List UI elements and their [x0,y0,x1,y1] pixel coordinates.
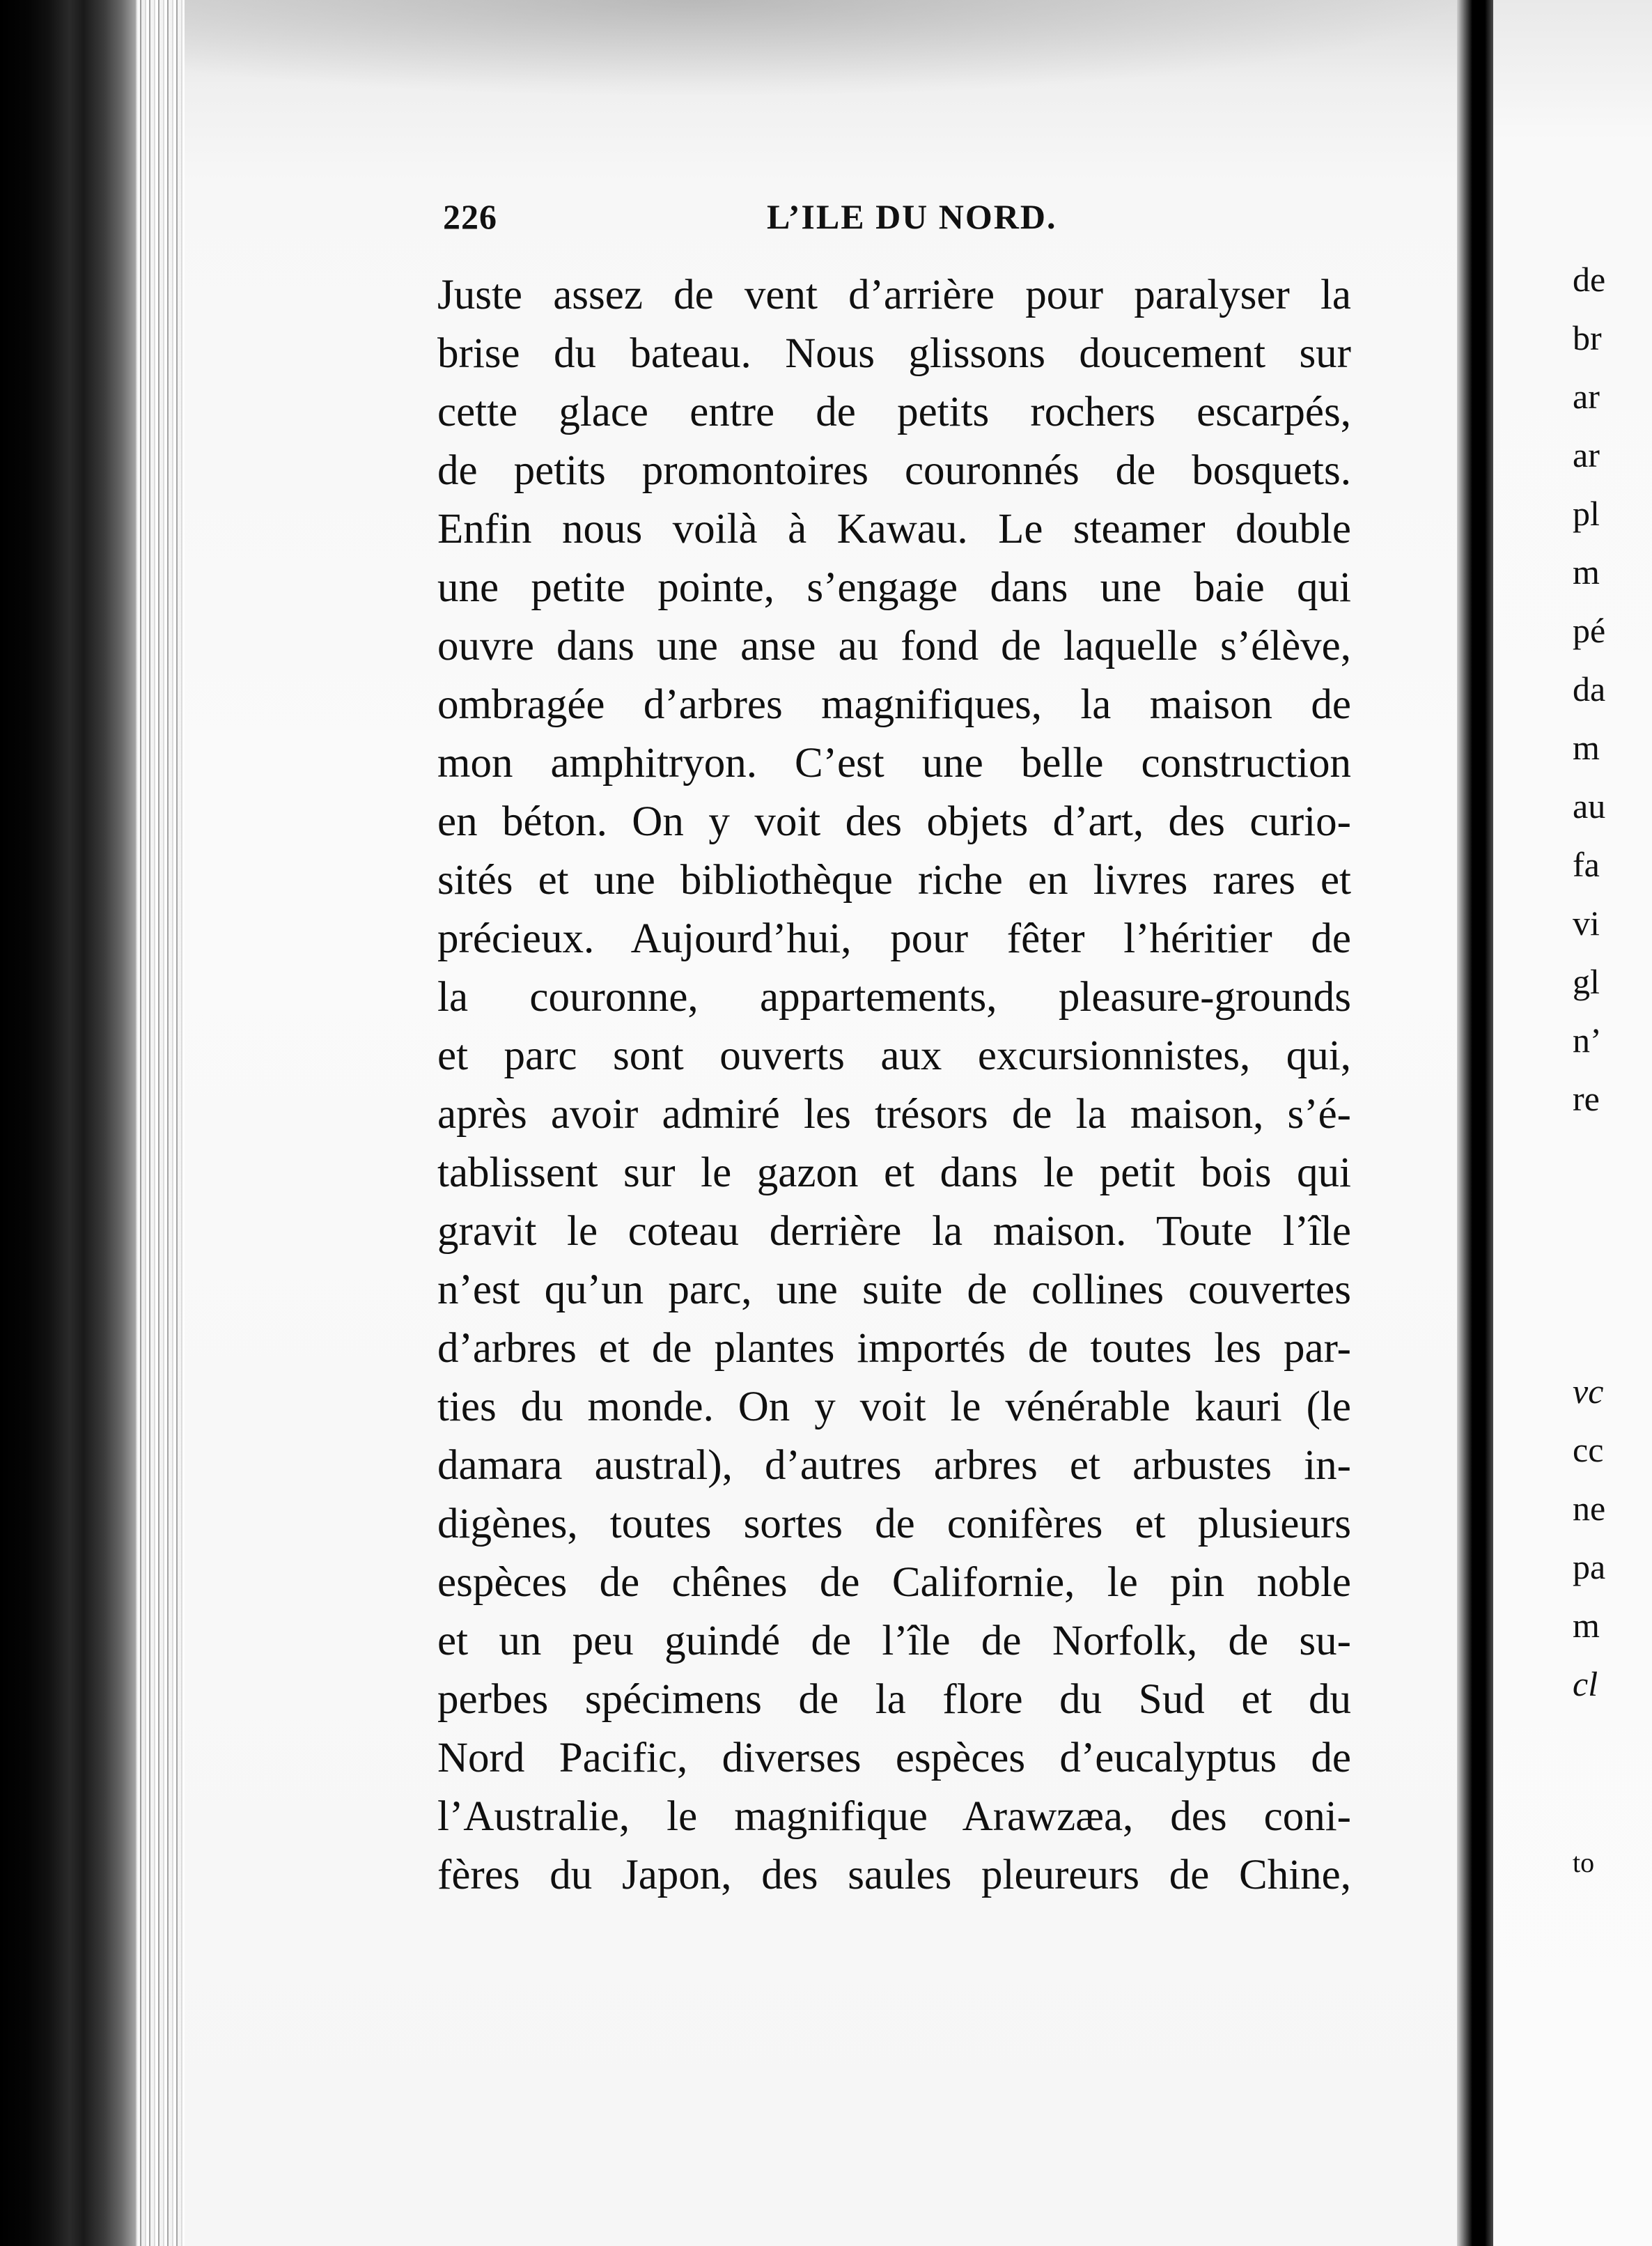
right-page-fragment: br [1573,318,1602,357]
text-line: et un peu guindé de l’île de Norfolk, de su- [437,1618,1351,1664]
text-line: une petite pointe, s’engage dans une baie qui [437,564,1351,611]
text-line: n’est qu’un parc, une suite de collines couvertes [437,1267,1351,1313]
page-edges [136,0,185,2246]
text-line: perbes spécimens de la flore du Sud et du [437,1676,1351,1723]
text-line: de petits promontoires couronnés de bosquets. [437,447,1351,494]
running-head [443,196,1348,245]
right-page-fragment: pl [1573,494,1600,533]
text-line: l’Australie, le magnifique Arawzæa, des coni- [437,1793,1351,1840]
right-page-fragment: m [1573,728,1600,767]
right-page-fragment: ar [1573,377,1600,416]
page-number: 226 [443,197,497,236]
text-line: fères du Japon, des saules pleureurs de Chine, [437,1852,1351,1898]
text-line: digènes, toutes sortes de conifères et plusieurs [437,1501,1351,1547]
right-page-fragment: fa [1573,845,1600,884]
text-line: gravit le coteau derrière la maison. Toute l’île [437,1208,1351,1255]
right-page-fragment: au [1573,787,1606,826]
text-line: cette glace entre de petits rochers escarpés, [437,389,1351,435]
right-page-fragment: ar [1573,435,1600,474]
right-page-fragment: pa [1573,1547,1606,1586]
text-line: brise du bateau. Nous glissons doucement sur [437,330,1351,377]
text-line: et parc sont ouverts aux excursionnistes, qui, [437,1032,1351,1079]
right-page-fragment: vi [1573,904,1600,943]
text-line: damara austral), d’autres arbres et arbustes in- [437,1442,1351,1489]
right-page-fragment: to [1573,1847,1595,1878]
right-page-fragment: ne [1573,1489,1606,1528]
right-page-fragment: m [1573,552,1600,591]
text-line: ouvre dans une anse au fond de laquelle s’élève, [437,623,1351,669]
book-binding-shadow [0,0,146,2246]
text-line: Nord Pacific, diverses espèces d’eucalyptus de [437,1735,1351,1781]
page-gutter [1457,0,1493,2246]
text-line: ties du monde. On y voit le vénérable kauri (le [437,1384,1351,1430]
text-line: Juste assez de vent d’arrière pour paralyser la [437,272,1351,318]
body-text [437,266,1351,1905]
right-page-fragment: gl [1573,962,1600,1001]
right-page-fragment: cc [1573,1430,1604,1469]
text-line: précieux. Aujourd’hui, pour fêter l’héritier de [437,915,1351,962]
text-line: après avoir admiré les trésors de la maison, s’é- [437,1091,1351,1138]
right-page-fragment: m [1573,1606,1600,1645]
right-page-fragment: vc [1573,1372,1604,1411]
right-page-fragment: da [1573,669,1606,708]
right-page-fragment: cl [1573,1664,1598,1703]
running-title: L’ILE DU NORD. [767,197,1057,236]
text-line: Enfin nous voilà à Kawau. Le steamer double [437,506,1351,552]
page-top-shading [182,0,1464,98]
text-line: en béton. On y voit des objets d’art, des curio- [437,798,1351,845]
text-line: mon amphitryon. C’est une belle construction [437,740,1351,787]
text-line: espèces de chênes de Californie, le pin noble [437,1559,1351,1606]
text-line: ombragée d’arbres magnifiques, la maison de [437,681,1351,728]
text-line: sités et une bibliothèque riche en livres rares et [437,857,1351,904]
right-page-fragment: de [1573,260,1606,299]
right-page-fragment: pé [1573,611,1606,650]
right-page-fragment: n’ [1573,1021,1602,1060]
text-line: la couronne, appartements, pleasure-grounds [437,974,1351,1021]
text-line: tablissent sur le gazon et dans le petit bois qui [437,1149,1351,1196]
right-page-fragment: re [1573,1079,1600,1118]
text-line: d’arbres et de plantes importés de toutes les par- [437,1325,1351,1372]
